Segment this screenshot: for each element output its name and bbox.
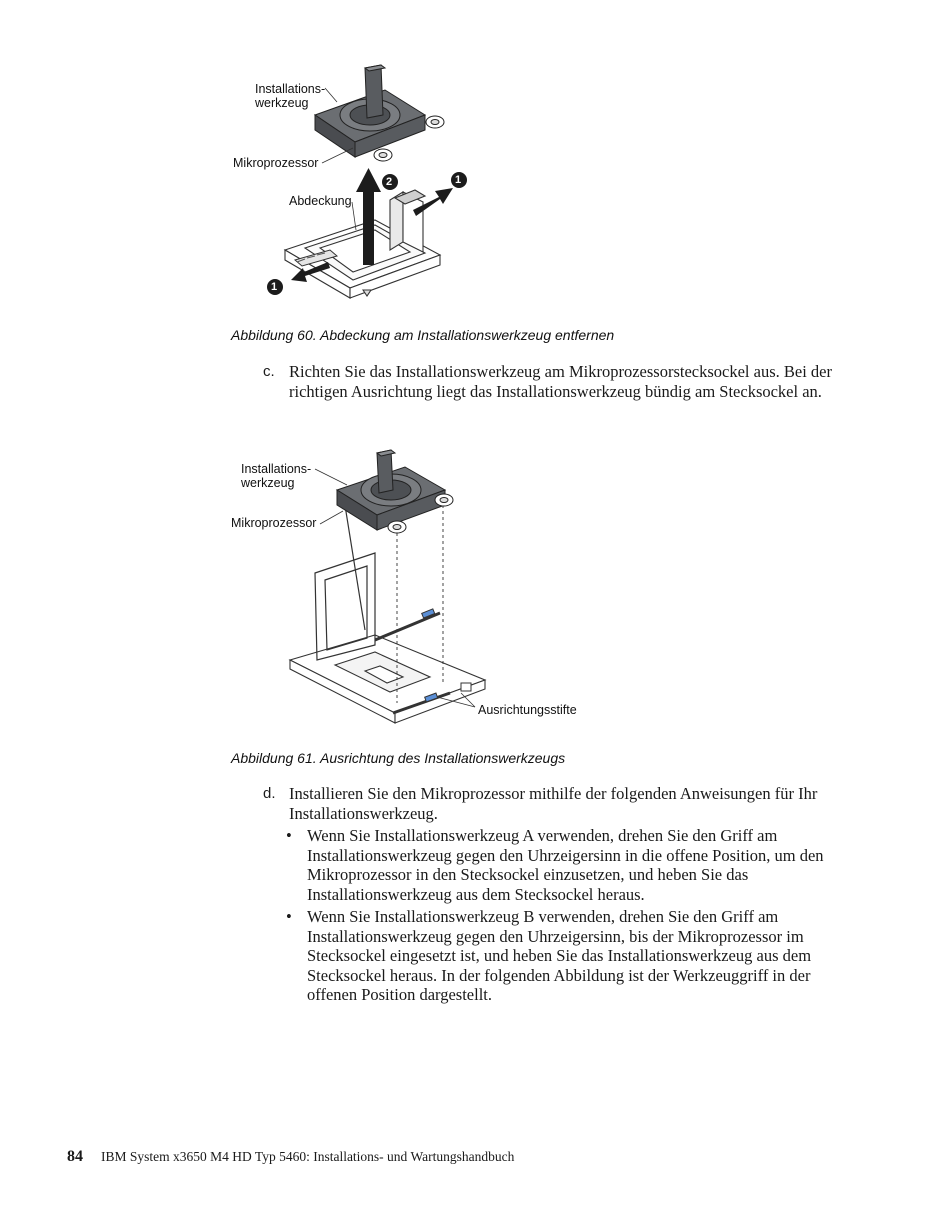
bullet-text: Wenn Sie Installationswerkzeug B verwenden, drehen Sie den Griff am Installationswerkzeug gegen den Uhrzeigersinn, bis der Mikroprozessor im Stecksockel eingesetzt ist, und heben Sie das Installationswerkzeug aus dem Stecksockel heraus. In der folgenden Abbildung ist der Werkzeuggriff in der offenen Position dargestellt. (307, 907, 812, 1004)
bullet-text: Wenn Sie Installationswerkzeug A verwenden, drehen Sie den Griff am Installationswerkzeug gegen den Uhrzeigersinn in die offene Position, um den Mikroprozessor in den Stecksockel einzusetzen, und heben Sie das Installationswerkzeug aus dem Stecksockel heraus. (307, 826, 824, 904)
label-cover: Abdeckung (289, 194, 352, 208)
figure-61-caption: Abbildung 61. Ausrichtung des Installationswerkzeugs (231, 750, 566, 766)
label-installation-tool: Installations- werkzeug (241, 462, 312, 490)
footer-title: IBM System x3650 M4 HD Typ 5460: Installations- und Wartungshandbuch (101, 1149, 515, 1164)
label-microprocessor: Mikroprozessor (231, 516, 317, 530)
bullet-dot: • (286, 907, 292, 926)
bullet-dot: • (286, 826, 292, 845)
figure-60-illustration (225, 60, 585, 310)
step-d-text: Installieren Sie den Mikroprozessor mithilfe der folgenden Anweisungen für Ihr Installationswerkzeug. (289, 784, 818, 823)
installation-tool (337, 450, 453, 533)
socket-frame (290, 635, 485, 723)
step-d-marker: d. (263, 785, 276, 802)
callout-2-number: 2 (386, 176, 393, 188)
figure-60-caption: Abbildung 60. Abdeckung am Installationswerkzeug entfernen (231, 327, 615, 343)
callout-1-right-number: 1 (455, 174, 462, 186)
list-item (286, 826, 831, 904)
socket-lever (375, 609, 440, 640)
label-microprocessor: Mikroprozessor (233, 156, 319, 170)
callout-1-left-number: 1 (271, 281, 278, 293)
step-d (263, 784, 833, 823)
step-c (263, 362, 833, 401)
list-item (286, 907, 831, 1005)
page-number: 84 (67, 1148, 83, 1165)
installation-tool (315, 65, 444, 161)
figure-61-illustration (225, 445, 605, 735)
label-installation-tool: Installations- werkzeug (255, 82, 326, 110)
step-c-text: Richten Sie das Installationswerkzeug am Mikroprozessorstecksockel aus. Bei der richtigen Ausrichtung liegt das Installationswerkzeug bündig am Stecksockel an. (289, 362, 832, 401)
socket-lever (390, 190, 425, 252)
step-c-marker: c. (263, 363, 275, 380)
page-footer (67, 1148, 514, 1166)
label-alignment-pins: Ausrichtungsstifte (478, 703, 577, 717)
